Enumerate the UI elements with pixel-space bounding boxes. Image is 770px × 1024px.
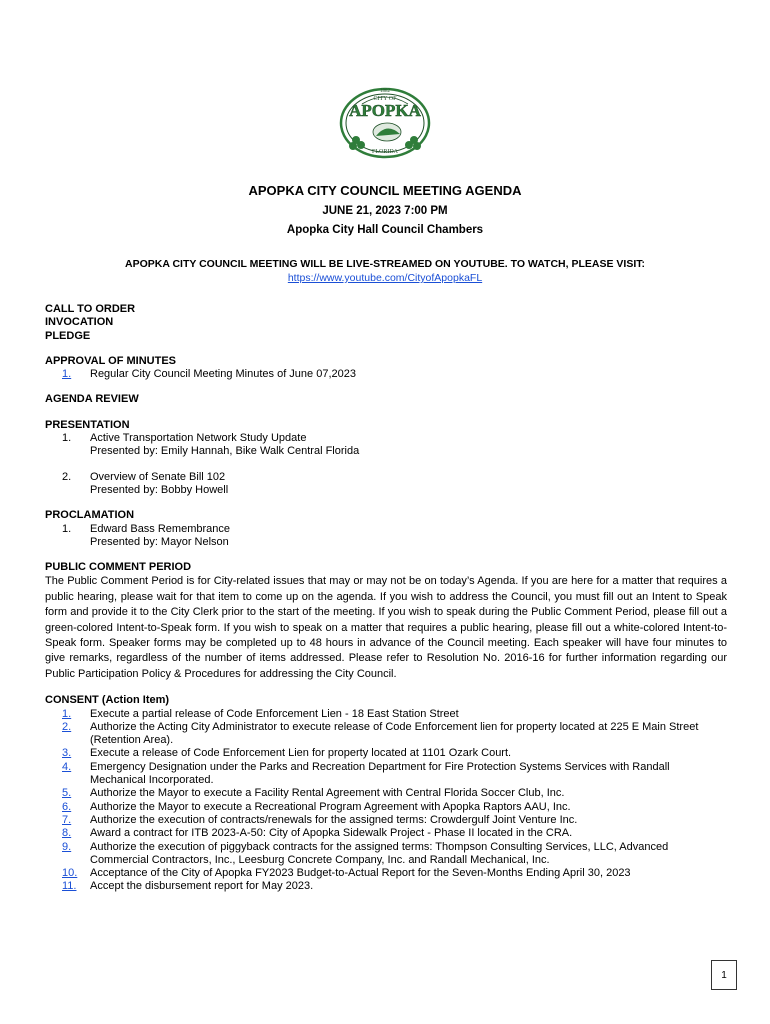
meeting-date-time: JUNE 21, 2023 7:00 PM (322, 205, 448, 217)
pledge: PLEDGE (45, 329, 91, 342)
consent-item-link[interactable]: 1. (62, 707, 72, 720)
list-item: 1. Execute a partial release of Code Enforcement Lien - 18 East Station Street (62, 707, 459, 720)
presentation-heading: PRESENTATION (45, 418, 130, 431)
proclamation-heading: PROCLAMATION (45, 509, 135, 522)
consent-heading: CONSENT (Action Item) (45, 694, 170, 707)
consent-item-link[interactable]: 10. (62, 867, 78, 880)
seal-year: 1882 (380, 89, 390, 94)
city-seal-logo (332, 82, 438, 164)
consent-item-link[interactable]: 7. (62, 813, 72, 826)
agenda-review-heading: AGENDA REVIEW (45, 393, 139, 406)
meeting-location: Apopka City Hall Council Chambers (286, 224, 484, 236)
list-item: 6. Authorize the Mayor to execute a Recreational Program Agreement with Apopka Raptors AAU, Inc. (62, 800, 571, 813)
consent-item-link[interactable]: 6. (62, 800, 72, 813)
list-item: 11. Accept the disbursement report for May 2023. (62, 880, 314, 893)
agenda-content (45, 303, 727, 894)
call-to-order: CALL TO ORDER (45, 303, 136, 315)
invocation: INVOCATION (45, 316, 114, 329)
seal-top-text: CITY OF (373, 96, 397, 102)
consent-item-link[interactable]: 4. (62, 760, 72, 773)
seal-name: APOPKA (349, 101, 421, 120)
youtube-link[interactable]: https://www.youtube.com/CityofApopkaFL (287, 272, 483, 284)
page-number: 1 (711, 960, 737, 990)
list-item: 3. Execute a release of Code Enforcement Lien for property located at 1101 Ozark Court. (62, 747, 512, 760)
minutes-item-link[interactable]: 1. (62, 368, 72, 381)
list-item: 9. Authorize the execution of piggyback contracts for the assigned terms: Thompson Consulting Services, LLC, Advanced Commercial Contractors, Inc., Leesburg Concrete Company, Inc. and Randall Mechanical, Inc. (62, 840, 669, 866)
consent-item-link[interactable]: 3. (62, 747, 72, 760)
list-item: 2. Overview of Senate Bill 102 Presented by: Bobby Howell (62, 470, 229, 496)
agenda-title: APOPKA CITY COUNCIL MEETING AGENDA (248, 183, 522, 198)
list-item: 1. Active Transportation Network Study Update Presented by: Emily Hannah, Bike Walk Central Florida (62, 432, 360, 458)
list-item: 2. Authorize the Acting City Administrator to execute release of Code Enforcement lien for property located at 225 E Main Street (Retention Area). (62, 720, 699, 747)
list-item: 5. Authorize the Mayor to execute a Facility Rental Agreement with Central Florida Soccer Club, Inc. (62, 787, 565, 800)
consent-item-link[interactable]: 8. (62, 827, 72, 840)
public-comment-heading: PUBLIC COMMENT PERIOD (45, 561, 192, 574)
consent-item-link[interactable]: 9. (62, 840, 72, 853)
list-item: 4. Emergency Designation under the Parks and Recreation Department for Fire Protection Systems Services with Randall Mechanical Incorporated. (62, 760, 670, 787)
list-item: 1. Edward Bass Remembrance Presented by: Mayor Nelson (62, 522, 231, 548)
livestream-notice: APOPKA CITY COUNCIL MEETING WILL BE LIVE-STREAMED ON YOUTUBE. TO WATCH, PLEASE VISIT: (125, 258, 645, 270)
public-comment-text: The Public Comment Period is for City-related issues that may or may not be on today’s Agenda. If you are here for a matter that requires a public hearing, please wait for that item to come up on the agenda. If you wish to address the Council, you must fill out an Intent to Speak form and provide it to the City Clerk prior to the start of the meeting. If you wish to speak during the Public Comment Period, please fill out a green-colored Intent-to-Speak form. If you wish to speak on a matter that requires a public hearing, please fill out a white-colored Intent-to-Speak form. Speaker forms may be completed up to 48 hours in advance of the Council meeting. Each speaker will have four minutes to give remarks, regardless of the number of items addressed. Please refer to Resolution No. 2016-16 for further information regarding our Public Participation Policy & Procedures for addressing the City Council. (45, 575, 727, 680)
seal-bottom-text: FLORIDA (371, 149, 399, 155)
consent-item-link[interactable]: 5. (62, 787, 72, 800)
consent-item-link[interactable]: 2. (62, 720, 72, 733)
list-item: 1. Regular City Council Meeting Minutes of June 07,2023 (62, 368, 356, 381)
minutes-heading: APPROVAL OF MINUTES (45, 354, 176, 367)
list-item: 10. Acceptance of the City of Apopka FY2023 Budget-to-Actual Report for the Seven-Months Ending April 30, 2023 (62, 867, 631, 880)
list-item: 8. Award a contract for ITB 2023-A-50: City of Apopka Sidewalk Project - Phase II located in the CRA. (62, 827, 573, 840)
consent-item-link[interactable]: 11. (62, 880, 77, 893)
list-item: 7. Authorize the execution of contracts/renewals for the assigned terms: Crowdergulf Joint Venture Inc. (62, 813, 578, 826)
